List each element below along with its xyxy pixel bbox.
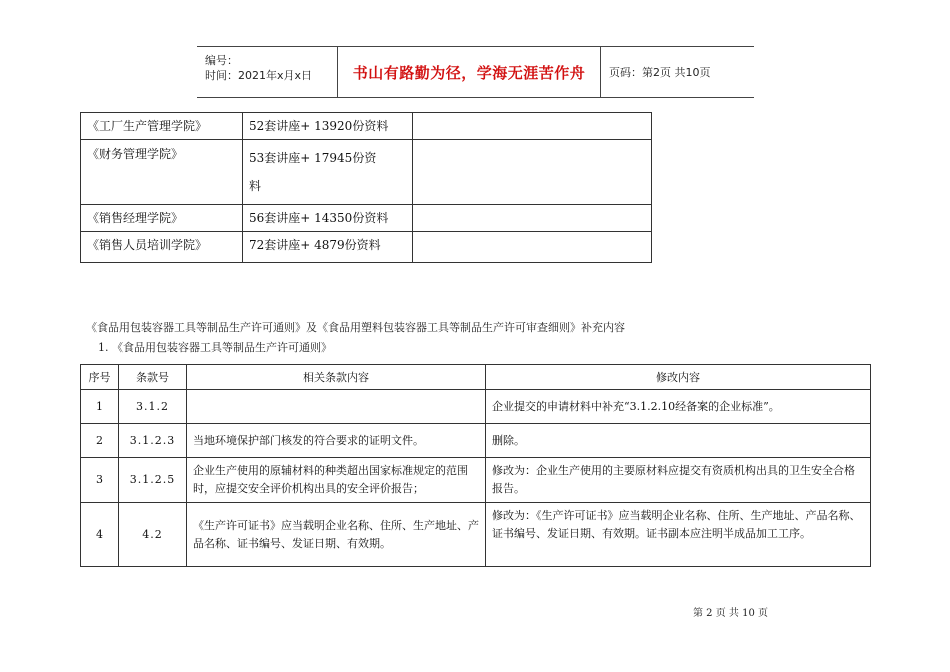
row-content: 企业生产使用的原辅材料的种类超出国家标准规定的范围时，应提交安全评价机构出具的安全评价报告； <box>187 458 486 503</box>
course-name: 《工厂生产管理学院》 <box>81 113 243 140</box>
course-extra <box>413 113 652 140</box>
course-extra <box>413 140 652 205</box>
course-name: 《财务管理学院》 <box>81 140 243 205</box>
courses-table <box>80 112 652 263</box>
doc-time-label: 时间：2021年x月x日 <box>205 69 313 82</box>
table-row <box>81 140 652 205</box>
table-header-row <box>81 365 871 390</box>
header-meta <box>197 47 338 97</box>
row-no: 2 <box>81 424 119 458</box>
col-header-change: 修改内容 <box>486 365 871 390</box>
course-name: 《销售经理学院》 <box>81 205 243 232</box>
row-content: 当地环境保护部门核发的符合要求的证明文件。 <box>187 424 486 458</box>
row-no: 4 <box>81 503 119 567</box>
row-clause: 4.2 <box>119 503 187 567</box>
row-no: 3 <box>81 458 119 503</box>
row-content: 《生产许可证书》应当载明企业名称、住所、生产地址、产品名称、证书编号、发证日期、有效期。 <box>187 503 486 567</box>
section-title: 《食品用包装容器工具等制品生产许可通则》及《食品用塑料包装容器工具等制品生产许可审查细则》补充内容 <box>86 321 625 334</box>
course-detail: 56套讲座+ 14350份资料 <box>243 205 413 232</box>
table-row <box>81 390 871 424</box>
row-clause: 3.1.2 <box>119 390 187 424</box>
course-extra <box>413 205 652 232</box>
row-content <box>187 390 486 424</box>
row-change: 修改为：企业生产使用的主要原材料应提交有资质机构出具的卫生安全合格报告。 <box>486 458 871 503</box>
course-detail: 52套讲座+ 13920份资料 <box>243 113 413 140</box>
amendment-table <box>80 364 871 567</box>
col-header-content: 相关条款内容 <box>187 365 486 390</box>
header-page-info: 页码：第2页 共10页 <box>609 66 711 79</box>
row-change: 修改为：《生产许可证书》应当载明企业名称、住所、生产地址、产品名称、证书编号、发证日期、有效期。证书副本应注明半成品加工工序。 <box>486 503 871 567</box>
row-clause: 3.1.2.5 <box>119 458 187 503</box>
course-detail: 53套讲座+ 17945份资料 <box>243 140 413 205</box>
header-motto: 书山有路勤为径，学海无涯苦作舟 <box>352 63 586 82</box>
section-subtitle: 1. 《食品用包装容器工具等制品生产许可通则》 <box>98 341 332 354</box>
header-motto-cell <box>338 47 601 97</box>
doc-number-label: 编号： <box>205 54 238 67</box>
col-header-clause: 条款号 <box>119 365 187 390</box>
header-page-cell <box>601 47 754 97</box>
table-row <box>81 458 871 503</box>
page-header <box>197 46 754 98</box>
row-clause: 3.1.2.3 <box>119 424 187 458</box>
page-footer: 第 2 页 共 10 页 <box>693 608 768 619</box>
col-header-no: 序号 <box>81 365 119 390</box>
table-row <box>81 232 652 263</box>
row-change: 删除。 <box>486 424 871 458</box>
row-no: 1 <box>81 390 119 424</box>
course-name: 《销售人员培训学院》 <box>81 232 243 263</box>
table-row <box>81 503 871 567</box>
course-extra <box>413 232 652 263</box>
course-detail: 72套讲座+ 4879份资料 <box>243 232 413 263</box>
row-change: 企业提交的申请材料中补充“3.1.2.10经备案的企业标准”。 <box>486 390 871 424</box>
table-row <box>81 424 871 458</box>
table-row <box>81 205 652 232</box>
table-row <box>81 113 652 140</box>
